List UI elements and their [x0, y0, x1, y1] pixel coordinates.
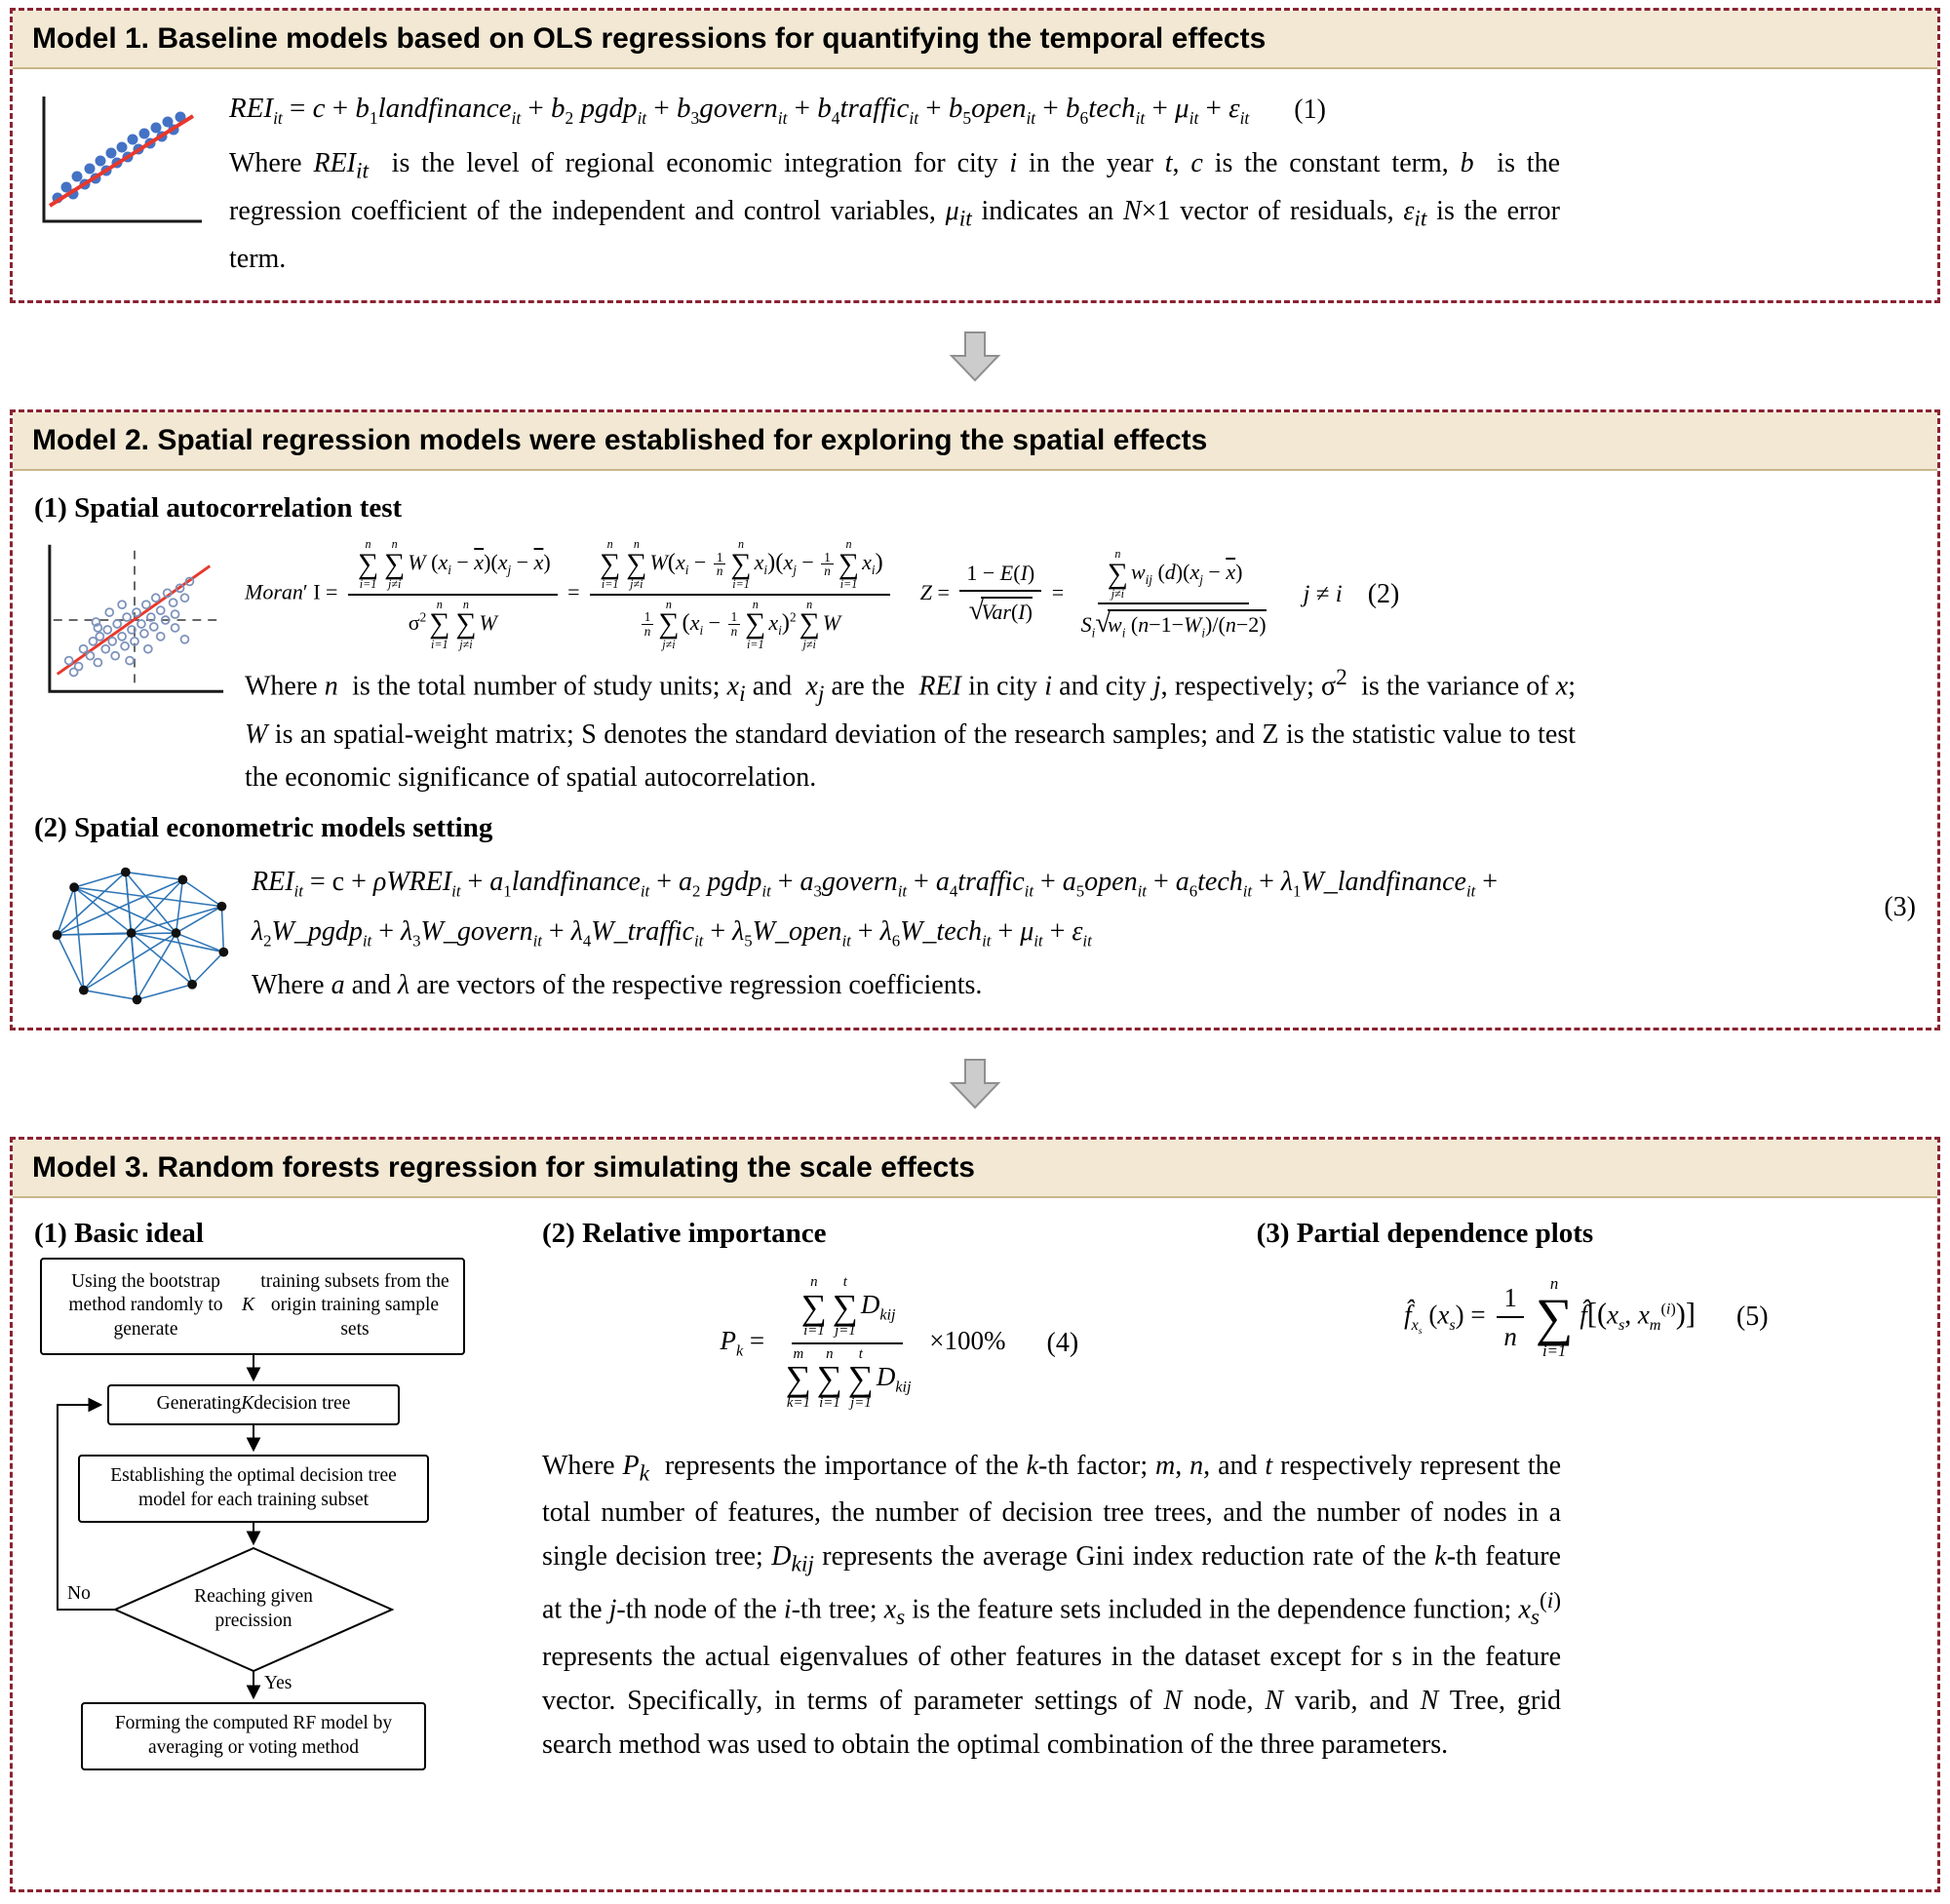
model3-col2-heading: (2) Relative importance: [542, 1217, 827, 1249]
model3-panel: [10, 1137, 1940, 1892]
equation-4-number: (4): [1046, 1327, 1079, 1358]
flow-box-final-model: Forming the computed RF model by averaging or voting method: [81, 1702, 426, 1770]
model2-section1-row: [38, 534, 1916, 804]
model2-section1-heading: (1) Spatial autocorrelation test: [34, 492, 403, 525]
equation-4: [542, 1275, 1257, 1412]
model2-section1-where-text: Where n is the total number of study units; $x_i$ and $x_j$ are the REI in city i and city j, respectively; $\sigma^2$ is the variance of x; W is an spatial-weight matrix; S denotes the standard deviation of the research samples; and Z is the statistic value to test the economic significance of spatial autocorrelation.: [245, 665, 1577, 794]
model3-title: Model 3. Random forests regression for simulating the scale effects: [32, 1150, 975, 1184]
model2-body: [13, 471, 1937, 1028]
model2-section2-where-text: Where a and λ are vectors of the respective regression coefficients.: [252, 969, 983, 1000]
equation-3: [252, 858, 1916, 956]
model2-section2-heading: (2) Spatial econometric models setting: [34, 812, 493, 844]
network-graph-icon: [38, 858, 238, 1012]
model1-content: [229, 83, 1916, 285]
model2-title: Model 2. Spatial regression models were established for exploring the spatial effects: [32, 424, 1208, 457]
equation-3-lines: [252, 858, 1839, 956]
model3-col1-heading: (1) Basic ideal: [34, 1217, 204, 1249]
model3-equations-row: [542, 1212, 1916, 1412]
equation-3-line2: $\lambda_2W\_pgdp_{it}$ + $\lambda_3W\_govern_{it}$ + $\lambda_4W\_traffic_{it}$ + $\lambda_5W\_open_{it}$ + $\lambda_6W\_tech_{it} + \mu_{it} + \varepsilon_{it}$: [252, 915, 1092, 951]
model2-section1-content: [245, 534, 1916, 804]
down-arrow-icon: [947, 331, 1003, 382]
model2-section2-content: [252, 854, 1916, 1012]
model1-where-text: Where $REI_{it}$ is the level of regional economic integration for city i in the year t, c is the constant term, b is the regression coefficient of the independent and control variables, $\mu_{it}$ indicates an N×1 vector of residuals, $\varepsilon_{it}$ is the error term.: [229, 147, 1561, 274]
rf-flowchart: [34, 1258, 492, 1874]
model2-section2-row: [38, 854, 1916, 1012]
flow-label-no: No: [67, 1582, 91, 1604]
equation-1-formula: $REI_{it} = c$ + $b_1landfinance_{it} + b_2$ pgdp$_{it}$ + $b_3govern_{it}$ + $b_4traffic_{it}$ + $b_5open_{it}$ + $b_6tech_{it} + \mu_{it} + \varepsilon_{it}$: [229, 93, 1250, 128]
flow-decision-precision: Reaching given precission: [194, 1585, 313, 1631]
model1-header: [13, 11, 1937, 69]
model3-column-relative-importance: [542, 1212, 1257, 1412]
equation-2-number: (2): [1367, 578, 1400, 609]
equation-2-moran-formula: Moran′ I = n ∑ i=1 n ∑ j≠i W $(x_i - \overline{x})(x_j - \overline{x})$ $\sigma^2$ n ∑ i=1 n ∑ j≠i W = n ∑ i=1 n ∑ j≠i $W(x_i$ − $\frac{1}{n}$ n ∑ i=1 $x_i)(x_j$ − $\frac{1}{n}$ n ∑ i=1 $x_i$) $\frac{1}{n}$ n ∑ j≠i ($x_i$ − $\frac{1}{n}$ n ∑ i=1 $x_i)^2$ n ∑ j≠i W: [245, 538, 895, 650]
flow-box-bootstrap: Using the bootstrap method randomly to generate K training subsets from the origin training sample sets: [40, 1258, 465, 1355]
model1-panel: [10, 8, 1940, 303]
equation-5: [1257, 1275, 1916, 1359]
scatter-plot-icon: [34, 91, 210, 235]
flow-box-optimal-model: Establishing the optimal decision tree model for each training subset: [78, 1455, 429, 1523]
equation-2: [245, 538, 1916, 650]
equation-2-z-formula: Z = $\frac{1 - E(I)}{\text{√Var(I)}}$ = n ∑ j≠i $w_{ij}$ $(d)(x_j - \overline{x})$ $S_i√w_i$ $(n-1-W_i)/(n-2)$: [919, 546, 1267, 641]
equation-4-formula: $P_k$ = n ∑ i=1 t ∑ j=1 $D_{kij}$ m ∑ k=1 n ∑ i=1 t ∑ j=1 $D_{kij}$ ×100%: [720, 1273, 1006, 1411]
model3-header: [13, 1140, 1937, 1198]
network-edges: [58, 873, 224, 1000]
equation-5-number: (5): [1736, 1302, 1769, 1333]
model2-header: [13, 412, 1937, 471]
flow-label-yes: Yes: [264, 1672, 292, 1693]
down-arrow-icon: [947, 1059, 1003, 1109]
arrow-between-model1-model2: [10, 328, 1940, 386]
equation-2-condition: j ≠ i: [1303, 580, 1343, 607]
model3-column-basic-ideal: [34, 1212, 526, 1874]
moran-scatter-icon: [38, 538, 231, 706]
model1-title: Model 1. Baseline models based on OLS regressions for quantifying the temporal effects: [32, 22, 1267, 55]
equation-1-number: (1): [1294, 95, 1326, 126]
flow-box-generate-trees: Generating K decision tree: [107, 1384, 400, 1425]
regression-line: [50, 116, 193, 206]
arrow-between-model2-model3: [10, 1055, 1940, 1113]
model3-where-text: Where $P_k$ represents the importance of the k-th factor; m, n, and t respectively represent the total number of features, the number of decision tree trees, and the number of nodes in a single decision tree; $D_{kij}$ represents the average Gini index reduction rate of the k-th feature at the j-th node of the i-th tree; $x_s$ is the feature sets included in the dependence function; $x_s^{(i)}$ represents the actual eigenvalues of other features in the dataset except for s in the feature vector. Specifically, in terms of parameter settings of N node, N varib, and N Tree, grid search method was used to obtain the optimal combination of the three parameters.: [542, 1450, 1562, 1760]
model3-col3-heading: (3) Partial dependence plots: [1256, 1217, 1594, 1249]
model3-column-partial-dependence: [1257, 1212, 1916, 1359]
model3-right-area: [526, 1212, 1916, 1771]
equation-3-line1: $REI_{it} = c$ + ρWREI$_{it}$ + $a_1landfinance_{it} + a_2$ pgdp$_{it}$ + $a_3govern_{it}$ + $a_4traffic_{it}$ + $a_5open_{it}$ + $a_6tech_{it}$ + $\lambda_1W\_landfinance_{it}$ +: [252, 867, 1499, 901]
model3-body: [13, 1198, 1937, 1889]
equation-5-formula: $f̂_{x_s}$ $(x_s)$ = $\frac{1}{n}$ n ∑ i=1 $f̂[(x_s$, $x_m^{(i)}$)]: [1404, 1273, 1696, 1360]
equation-1: [229, 93, 1916, 129]
model2-panel: [10, 409, 1940, 1030]
equation-3-number: (3): [1884, 891, 1916, 922]
model1-body: [13, 69, 1937, 300]
